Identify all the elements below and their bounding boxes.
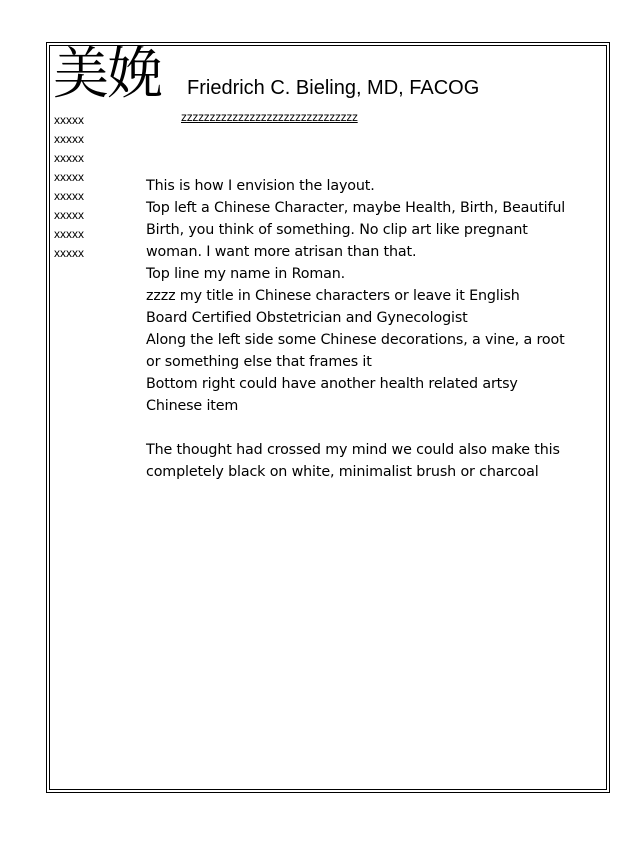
body-text-line (146, 417, 596, 439)
side-decoration-item: xxxxx (54, 151, 84, 165)
body-text-line: Birth, you think of something. No clip art like pregnant (146, 222, 528, 238)
side-decoration-item: xxxxx (54, 246, 84, 260)
body-text-line: woman. I want more atrisan than that. (146, 244, 417, 260)
body-text-line: Top line my name in Roman. (146, 266, 346, 282)
side-decoration-item: xxxxx (54, 170, 84, 184)
body-text-line: Top left a Chinese Character, maybe Health, Birth, Beautiful (146, 200, 566, 216)
body-text (146, 175, 596, 483)
body-text-line: The thought had crossed my mind we could also make this (146, 442, 560, 458)
side-decoration-item: xxxxx (54, 132, 84, 146)
body-text-line: zzzz my title in Chinese characters or leave it English (146, 288, 520, 304)
doctor-name: Friedrich C. Bieling, MD, FACOG (187, 77, 480, 99)
side-decoration-item: xxxxx (54, 113, 84, 127)
title-placeholder: zzzzzzzzzzzzzzzzzzzzzzzzzzzzzzz (181, 110, 358, 124)
side-decorations (54, 111, 84, 263)
body-text-line: Along the left side some Chinese decorations, a vine, a root (146, 332, 565, 348)
body-text-line: This is how I envision the layout. (146, 178, 375, 194)
body-text-line: completely black on white, minimalist brush or charcoal (146, 464, 539, 480)
body-text-line: Chinese item (146, 398, 239, 414)
body-text-line: Bottom right could have another health related artsy (146, 376, 518, 392)
side-decoration-item: xxxxx (54, 208, 84, 222)
body-text-line: Board Certified Obstetrician and Gynecologist (146, 310, 468, 326)
body-text-line: or something else that frames it (146, 354, 372, 370)
side-decoration-item: xxxxx (54, 189, 84, 203)
chinese-characters-logo: 美娩 (53, 42, 161, 107)
side-decoration-item: xxxxx (54, 227, 84, 241)
